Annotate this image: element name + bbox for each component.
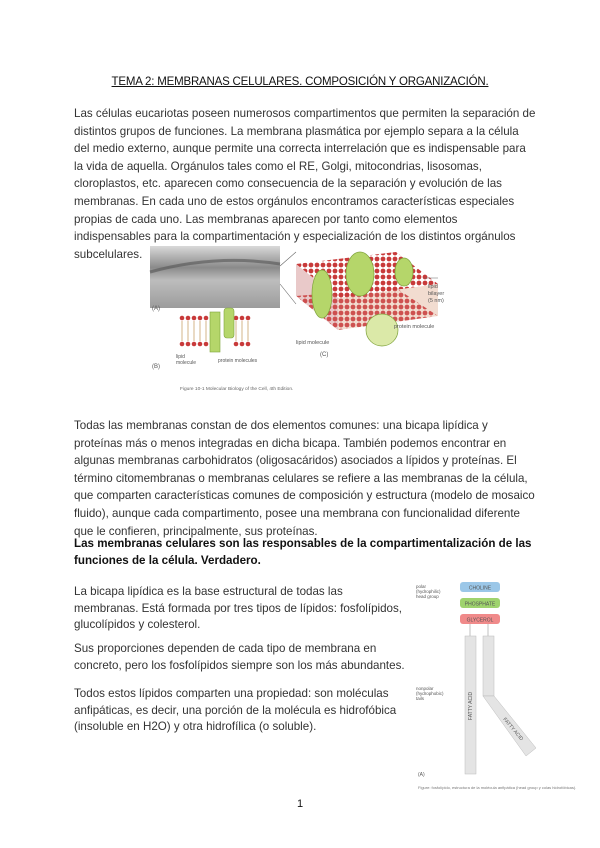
protein-molecule-label: protein molecule [394,324,435,330]
polar-label-3: head group [416,594,439,599]
polar-label-1: polar [416,584,427,589]
lipid-bilayer-label-1: lipid [428,284,438,290]
protein-molecules-label: protein molecules [218,358,258,364]
electron-micrograph [150,246,280,308]
intro-paragraph: Las células eucariotas poseen numerosos compartimentos que permiten la separación de distintos grupos de funciones. La membrana plasmática por ejemplo separa a la célula del medio externo, aunque permite una correcta interrelación que es indispensable para la vida de aquella. Orgánulos tales como el RE, Golgi, mitocondrias, lisosomas, cloroplastos, etc. aparecen como consecuencia de la separación y evolución de las membranas. En cada uno de estos orgánulos encontramos características especiales propias de cada uno. Las membranas aparecen por tanto como elementos indispensables para la compartimentación y especialización de los distintos orgánulos subcelulares. [74,107,536,261]
lipid-bilayer-label-3: (5 nm) [428,298,444,304]
phospholipid-figure [412,578,572,788]
lipid-label-b-2: molecule [176,360,197,366]
bilayer-schematic [152,308,258,370]
bilayer-3d [296,252,444,358]
membrane-composition-paragraph: Todas las membranas constan de dos elementos comunes: una bicapa lipídica y proteínas más o menos integradas en dicha bicapa. También podemos encontrar en algunas membranas carbohidratos (oligosacáridos) asociados a lípidos y proteínas. El término citomembranas o membranas celulares se refiere a las membranas de la célula, que comparten características comunes de composición y estructura (modelo de mosaico fluido), aunque cada compartimento, posee una membrana con funcionalidad diferente que le confieren, principalmente, sus proteínas. [74,419,535,538]
figure-2-caption: Figure: fosfolípido, estructura de la molécula anfipática (head group y colas hidrofóbicas). [418,785,577,790]
proportions-paragraph: Sus proporciones dependen de cada tipo de membrana en concreto, pero los fosfolípidos siempre son los más abundantes. [74,642,405,672]
lipid-label-b-1: lipid [176,354,185,360]
figure-2-label-a: (A) [418,772,425,778]
page-title: TEMA 2: MEMBRANAS CELULARES. COMPOSICIÓN Y ORGANIZACIÓN. [111,76,489,88]
phosphate-label: PHOSPHATE [464,601,496,608]
fatty-acid-label-2: FATTY ACID [501,716,525,743]
label-c: (C) [320,352,329,358]
lipid-bilayer-label-2: bilayer [428,291,445,297]
membrane-figure [146,244,466,394]
figure-1-caption: Figure 10-1 Molecular Biology of the Cell, 4th Edition. [180,387,294,392]
glycerol-label: GLYCEROL [466,617,494,624]
label-a: (A) [152,306,160,312]
fatty-acid-label-1: FATTY ACID [468,691,474,721]
fatty-acid-tail-1 [465,636,476,774]
bilayer-paragraph: La bicapa lipídica es la base estructural de todas las membranas. Está formada por tres tipos de lípidos: fosfolípidos, glucolípidos y colesterol. [74,585,403,631]
nonpolar-label-3: tails [416,696,425,701]
fatty-acid-tail-2 [483,636,536,756]
membrane-illustration [146,244,466,394]
polar-label-2: (hydrophilic) [416,589,441,594]
bold-statement: Las membranas celulares son las responsables de la compartimentalización de las funciones de la célula. Verdadero. [74,537,532,567]
choline-label: CHOLINE [468,585,492,592]
label-b: (B) [152,364,160,370]
page-number: 1 [296,798,304,810]
nonpolar-label-1: nonpolar [416,686,434,691]
lipid-molecule-label: lipid molecule [296,340,330,346]
phospholipid-illustration [412,578,572,788]
amphipathic-paragraph: Todos estos lípidos comparten una propiedad: son moléculas anfipáticas, es decir, una porción de la molécula es hidrofóbica (insoluble en H2O) y otra hidrofílica (o soluble). [74,687,397,733]
nonpolar-label-2: (hydrophobic) [416,691,444,696]
